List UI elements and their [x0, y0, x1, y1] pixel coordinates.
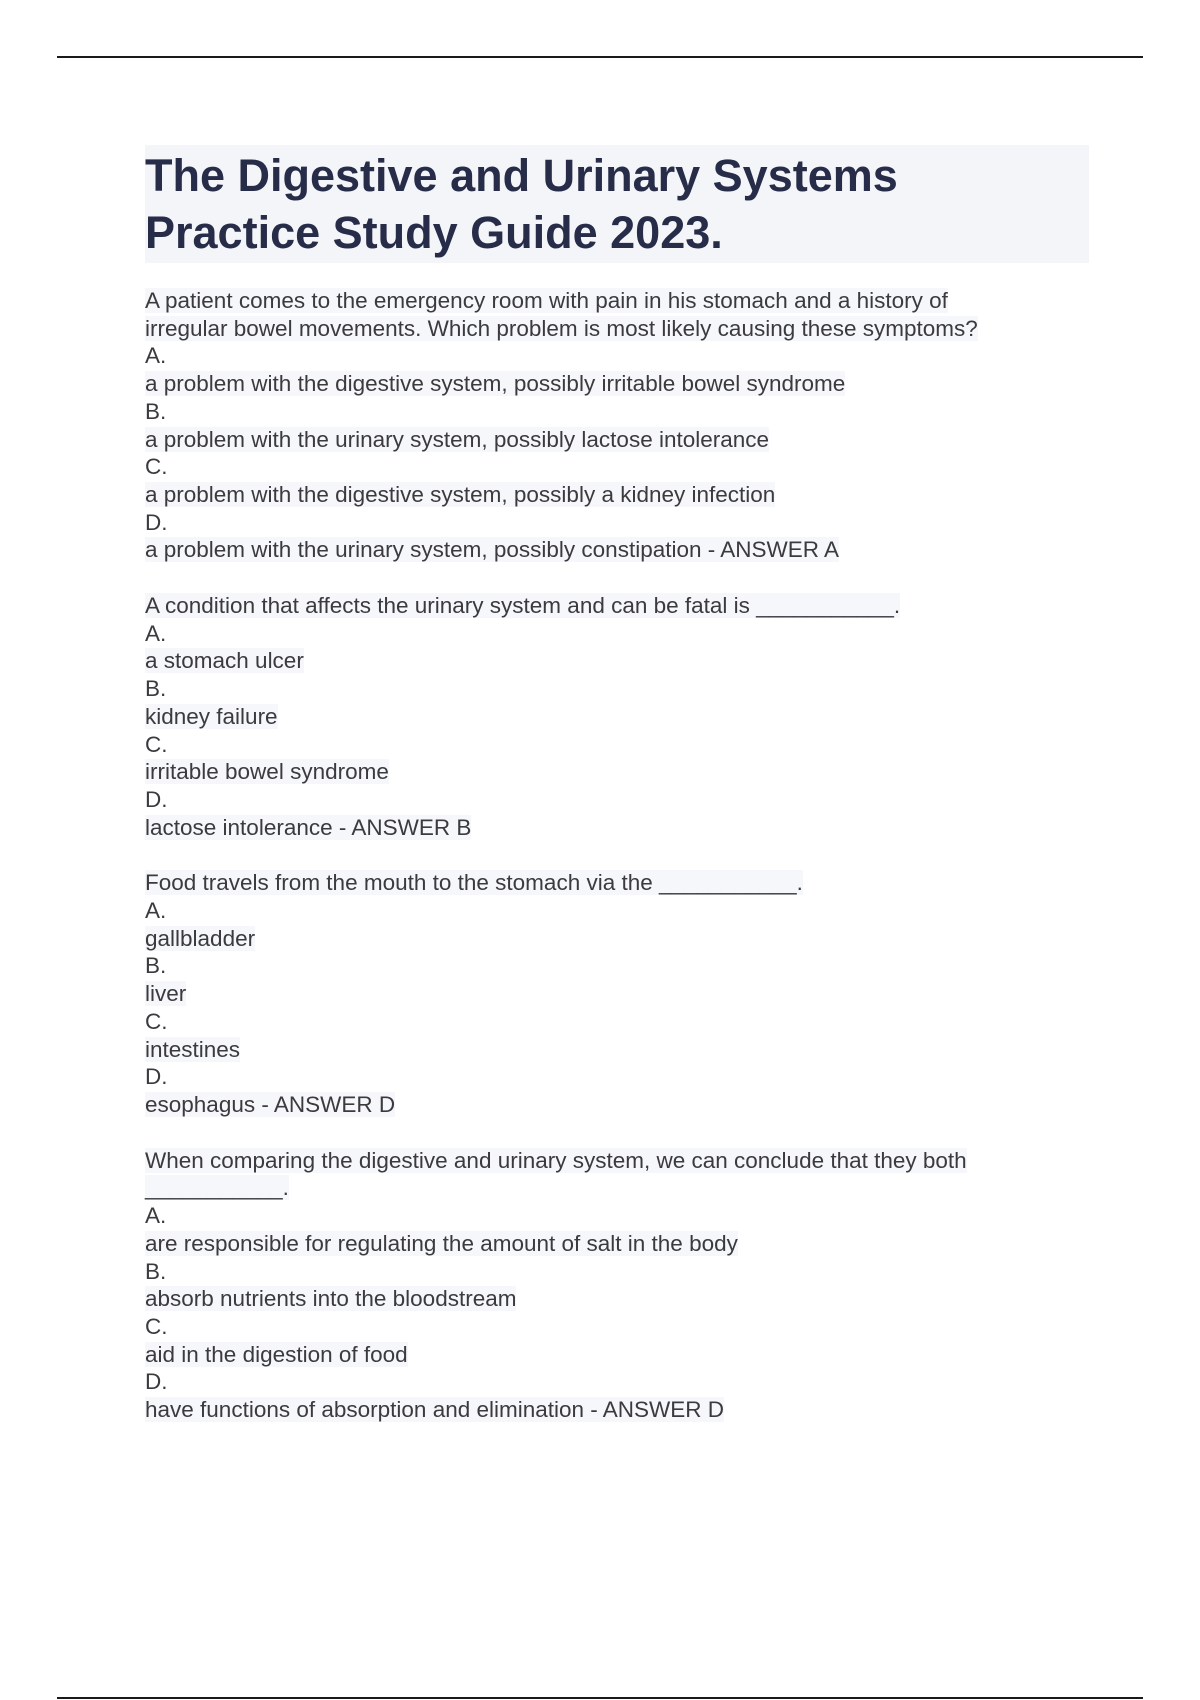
- option-text: a problem with the urinary system, possibly lactose intolerance: [145, 426, 770, 452]
- question-stem-line: A patient comes to the emergency room with pain in his stomach and a history of: [145, 288, 948, 313]
- option-text: intestines: [145, 1036, 241, 1062]
- option-text: aid in the digestion of food: [145, 1341, 408, 1367]
- option-text: absorb nutrients into the bloodstream: [145, 1286, 517, 1312]
- option-text-with-answer: esophagus - ANSWER D: [145, 1091, 396, 1117]
- option-letter: A.: [145, 343, 167, 369]
- option-letter: B.: [145, 1258, 167, 1284]
- option-letter: D.: [145, 1369, 168, 1395]
- option-text-with-answer: lactose intolerance - ANSWER B: [145, 814, 472, 840]
- question-list: [145, 287, 1090, 1424]
- question-3: [145, 869, 1090, 1118]
- option-letter: A.: [145, 1203, 167, 1229]
- option-text-with-answer: a problem with the urinary system, possibly constipation - ANSWER A: [145, 537, 840, 563]
- question-1: [145, 287, 1090, 564]
- option-letter: B.: [145, 676, 167, 702]
- option-letter: B.: [145, 398, 167, 424]
- option-text: liver: [145, 981, 187, 1007]
- question-4: [145, 1147, 1090, 1424]
- option-text: gallbladder: [145, 925, 256, 951]
- option-letter: C.: [145, 731, 168, 757]
- footer-rule: [57, 1697, 1143, 1699]
- option-letter: B.: [145, 953, 167, 979]
- question-stem-line: When comparing the digestive and urinary system, we can conclude that they both: [145, 1147, 967, 1173]
- option-letter: C.: [145, 1008, 168, 1034]
- option-letter: A.: [145, 620, 167, 646]
- title-line-1: The Digestive and Urinary Systems: [145, 150, 898, 201]
- option-text: a problem with the digestive system, possibly irritable bowel syndrome: [145, 371, 846, 397]
- option-text: kidney failure: [145, 703, 278, 729]
- option-letter: D.: [145, 509, 168, 535]
- document-body: [145, 145, 1090, 1452]
- page-title: [145, 147, 1089, 261]
- option-text: a stomach ulcer: [145, 648, 304, 674]
- option-text: irritable bowel syndrome: [145, 759, 389, 785]
- question-2: [145, 592, 1090, 841]
- question-stem-line: ___________.: [145, 1175, 289, 1201]
- option-text: are responsible for regulating the amount of salt in the body: [145, 1230, 738, 1256]
- question-stem-line: irregular bowel movements. Which problem is most likely causing these symptoms?: [145, 315, 978, 341]
- option-letter: C.: [145, 1313, 168, 1339]
- option-letter: A.: [145, 898, 167, 924]
- option-text: a problem with the digestive system, possibly a kidney infection: [145, 481, 776, 507]
- option-letter: D.: [145, 1064, 168, 1090]
- option-letter: D.: [145, 786, 168, 812]
- question-stem-line: A condition that affects the urinary system and can be fatal is ___________.: [145, 593, 901, 619]
- title-block: [145, 145, 1089, 263]
- option-text-with-answer: have functions of absorption and elimination - ANSWER D: [145, 1397, 725, 1423]
- question-stem-line: Food travels from the mouth to the stomach via the ___________.: [145, 870, 803, 896]
- title-line-2: Practice Study Guide 2023.: [145, 207, 723, 258]
- header-rule: [57, 56, 1143, 58]
- option-letter: C.: [145, 454, 168, 480]
